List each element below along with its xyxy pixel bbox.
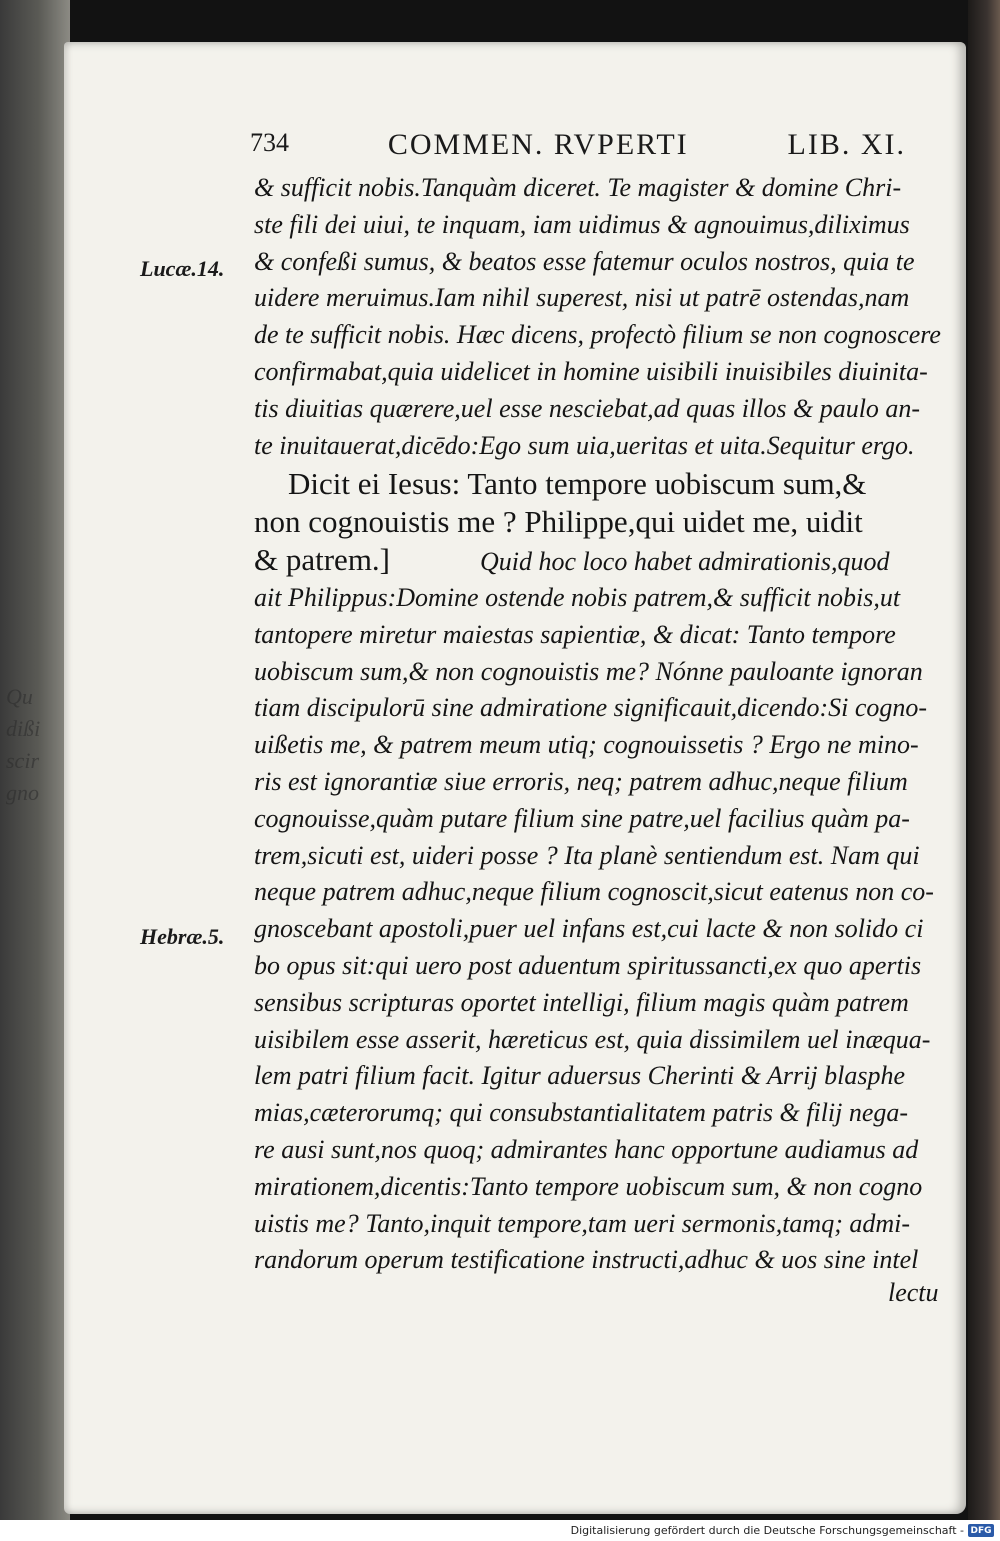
catchword: lectu	[888, 1278, 939, 1307]
text-line: mias,cæterorumq; qui consubstantialitatem patris & filij nega-	[254, 1098, 909, 1128]
book-binding-edge	[968, 0, 1000, 1520]
page-number: 734	[250, 128, 289, 157]
text-line: tis diuitias quærere,uel esse nesciebat,ad quas illos & paulo an-	[254, 393, 921, 423]
running-title: COMMEN. RVPERTI	[387, 128, 689, 161]
text-line: tiam discipulorū sine admiratione significauit,dicendo:Si cogno-	[254, 693, 928, 723]
text-line: randorum operum testificatione instructi,adhuc & uos sine intel	[254, 1245, 919, 1275]
margin-note-hebrews: Hebræ.5.	[140, 924, 225, 949]
text-line: ste fili dei uiui, te inquam, iam uidimus & agnouimus,diliximus	[254, 209, 910, 239]
lemma-line: Dicit ei Iesus: Tanto tempore uobiscum sum,&	[288, 466, 867, 501]
funding-credit: Digitalisierung gefördert durch die Deutsche Forschungsgemeinschaft -	[570, 1524, 964, 1537]
text-line: & confeßi sumus, & beatos esse fatemur oculos nostros, quia te	[254, 246, 915, 276]
text-line: mirationem,dicentis:Tanto tempore uobiscum sum, & non cogno	[254, 1171, 923, 1201]
dfg-logo-icon: DFG	[968, 1524, 994, 1537]
lemma	[288, 465, 948, 503]
text-line: uißetis me, & patrem meum utiq; cognouissetis ? Ergo ne mino-	[254, 730, 919, 760]
text-line: gnoscebant apostoli,puer uel infans est,cui lacte & non solido ci	[254, 914, 924, 944]
bleed-through-text: dißi	[6, 716, 41, 741]
text-line: neque patrem adhuc,neque filium cognoscit,sicut eatenus non co-	[254, 877, 934, 907]
text-line: tantopere miretur maiestas sapientiæ, & dicat: Tanto tempore	[254, 619, 896, 649]
text-line: uistis me? Tanto,inquit tempore,tam ueri sermonis,tamq; admi-	[254, 1208, 911, 1238]
text-line: re ausi sunt,nos quoq; admirantes hanc opportune audiamus ad	[254, 1134, 919, 1164]
bleed-through-text: gno	[6, 780, 39, 805]
text-line: cognouisse,quàm putare filium sine patre,uel facilius quàm pa-	[254, 803, 910, 833]
margin-note-luke: Lucæ.14.	[140, 256, 225, 281]
text-line: trem,sicuti est, uideri posse ? Ita planè sentiendum est. Nam qui	[254, 840, 920, 870]
lemma-commentary-line	[254, 541, 944, 579]
running-header	[250, 128, 906, 162]
text-line: confirmabat,quia uidelicet in homine uisibili inuisibiles diuinita-	[254, 356, 928, 386]
text-line: uisibilem esse asserit, hæreticus est, quia dissimilem uel inæqua-	[254, 1024, 931, 1054]
commentary-start: Quid hoc loco habet admirationis,quod	[480, 547, 890, 576]
text-line: uobiscum sum,& non cognouistis me? Nónne pauloante ignoran	[254, 656, 923, 686]
text-line: bo opus sit:qui uero post aduentum spiritussancti,ex quo apertis	[254, 950, 922, 980]
bleed-through-text: Qu	[6, 684, 33, 709]
text-line: & sufficit nobis.Tanquàm diceret. Te magister & domine Chri-	[254, 173, 902, 202]
text-line: ris est ignorantiæ siue erroris, neq; patrem adhuc,neque filium	[254, 766, 908, 796]
text-line: ait Philippus:Domine ostende nobis patrem,& sufficit nobis,ut	[254, 583, 901, 612]
text-line: lem patri filium facit. Igitur aduersus Cherinti & Arrij blasphe	[254, 1061, 905, 1091]
text-line: uidere meruimus.Iam nihil superest, nisi ut patrē ostendas,nam	[254, 283, 910, 313]
lemma-end: & patrem.]	[254, 542, 391, 577]
book-number: LIB. XI.	[787, 128, 906, 161]
digitization-footer	[0, 1520, 1000, 1541]
bleed-through-text: scir	[6, 748, 39, 773]
lemma-cont	[254, 503, 944, 579]
paragraph-2	[254, 580, 944, 1279]
lemma-line: non cognouistis me ? Philippe,qui uidet me, uidit	[254, 504, 863, 539]
paragraph-1	[254, 170, 944, 464]
text-line: de te sufficit nobis. Hæc dicens, profectò filium se non cognoscere	[254, 320, 941, 350]
text-line: sensibus scripturas oportet intelligi, filium magis quàm patrem	[254, 987, 909, 1017]
text-line: te inuitauerat,dicēdo:Ego sum uia,ueritas et uita.Sequitur ergo.	[254, 430, 915, 460]
